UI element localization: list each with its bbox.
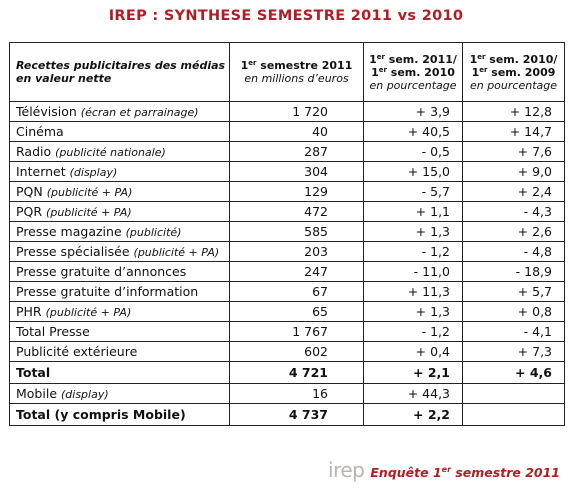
row-label-note: (publicité + PA) <box>45 306 132 319</box>
row-change-2010 <box>463 384 565 404</box>
row-change-2011: + 11,3 <box>364 282 463 302</box>
row-change-2011: - 1,2 <box>364 322 463 342</box>
row-value: 4 737 <box>230 404 364 426</box>
row-label <box>10 302 230 322</box>
table-row <box>10 242 565 262</box>
row-label <box>10 142 230 162</box>
row-change-2010: + 12,8 <box>463 102 565 122</box>
row-value: 602 <box>230 342 364 362</box>
row-label <box>10 362 230 384</box>
row-label-text: PQN <box>16 184 43 199</box>
row-value: 304 <box>230 162 364 182</box>
row-label <box>10 262 230 282</box>
row-label <box>10 102 230 122</box>
row-label-text: Presse gratuite d’annonces <box>16 264 187 279</box>
row-label-text: Internet <box>16 164 66 179</box>
row-value: 40 <box>230 122 364 142</box>
row-label <box>10 162 230 182</box>
row-label <box>10 122 230 142</box>
header-text: 1 <box>369 52 377 66</box>
row-label-note: (display) <box>61 388 109 401</box>
row-value: 287 <box>230 142 364 162</box>
row-change-2010: + 2,6 <box>463 222 565 242</box>
row-label-text: Télévision <box>16 104 77 119</box>
row-label <box>10 282 230 302</box>
header-sup: er <box>477 52 486 61</box>
row-label-note: (publicité nationale) <box>55 146 166 159</box>
header-text: 1 <box>471 65 480 79</box>
header-text: 1 <box>469 52 478 66</box>
row-change-2010 <box>463 404 565 426</box>
table-row <box>10 262 565 282</box>
row-change-2011: - 0,5 <box>364 142 463 162</box>
row-label <box>10 222 230 242</box>
table-row <box>10 102 565 122</box>
row-value: 129 <box>230 182 364 202</box>
row-change-2010: - 4,1 <box>463 322 565 342</box>
page-title: IREP : SYNTHESE SEMESTRE 2011 vs 2010 <box>108 8 464 24</box>
row-label-text: PQR <box>16 204 43 219</box>
row-change-2010: + 14,7 <box>463 122 565 142</box>
header-change-2011-2010 <box>364 43 463 102</box>
header-change-2010-2009 <box>463 43 565 102</box>
row-label-text: Presse spécialisée <box>16 244 130 259</box>
row-value: 472 <box>230 202 364 222</box>
row-value: 585 <box>230 222 364 242</box>
footer-text <box>370 465 560 480</box>
row-value: 67 <box>230 282 364 302</box>
row-value: 1 720 <box>230 102 364 122</box>
header-text: sem. 2010/ <box>485 52 558 66</box>
row-change-2010: + 0,8 <box>463 302 565 322</box>
row-label-text: Total <box>16 365 51 380</box>
table-header-row <box>10 43 565 102</box>
header-unit: en millions d’euros <box>244 72 349 85</box>
row-label-note: (publicité + PA) <box>46 206 132 219</box>
row-label-note: (publicité + PA) <box>46 186 133 199</box>
row-label <box>10 182 230 202</box>
row-label-text: Cinéma <box>16 124 64 139</box>
irep-logo: irep <box>328 458 365 482</box>
header-media-revenue: Recettes publicitaires des médias en valeur nette <box>10 43 230 102</box>
row-change-2011: + 1,1 <box>364 202 463 222</box>
row-value: 4 721 <box>230 362 364 384</box>
row-change-2010: - 4,3 <box>463 202 565 222</box>
row-label-text: PHR <box>16 304 42 319</box>
footer-sup: er <box>441 465 452 474</box>
row-value: 65 <box>230 302 364 322</box>
row-label <box>10 384 230 404</box>
table-row <box>10 302 565 322</box>
row-change-2011: + 1,3 <box>364 222 463 242</box>
row-label <box>10 202 230 222</box>
row-label-text: Publicité extérieure <box>16 344 138 359</box>
header-unit: en pourcentage <box>369 78 457 92</box>
table-row <box>10 342 565 362</box>
row-change-2011: + 15,0 <box>364 162 463 182</box>
table-row <box>10 202 565 222</box>
footer-text-post: semestre 2011 <box>451 465 560 480</box>
header-text: sem. 2011/ <box>384 52 457 66</box>
row-change-2010: + 4,6 <box>463 362 565 384</box>
row-label <box>10 242 230 262</box>
row-label <box>10 342 230 362</box>
header-text: semestre 2011 <box>256 59 353 72</box>
row-label-note: (publicité) <box>125 226 182 239</box>
row-change-2010: + 2,4 <box>463 182 565 202</box>
table-row <box>10 404 565 426</box>
row-label-text: Presse magazine <box>16 224 122 239</box>
row-change-2010: + 9,0 <box>463 162 565 182</box>
header-text: 1 <box>371 65 379 79</box>
row-label-text: Total (y compris Mobile) <box>16 407 186 422</box>
table-row <box>10 282 565 302</box>
header-text: sem. 2010 <box>386 65 455 79</box>
row-value: 247 <box>230 262 364 282</box>
header-sup: er <box>378 65 387 74</box>
row-value: 16 <box>230 384 364 404</box>
header-sup: er <box>479 65 488 74</box>
row-label-text: Radio <box>16 144 52 159</box>
table-row <box>10 162 565 182</box>
results-table <box>9 42 565 426</box>
row-change-2011: - 1,2 <box>364 242 463 262</box>
header-text: sem. 2009 <box>487 65 556 79</box>
row-change-2011: + 2,2 <box>364 404 463 426</box>
header-unit: en pourcentage <box>469 78 558 92</box>
row-change-2011: + 44,3 <box>364 384 463 404</box>
row-change-2011: + 1,3 <box>364 302 463 322</box>
table-row <box>10 222 565 242</box>
row-change-2010: + 7,6 <box>463 142 565 162</box>
header-sup: er <box>376 52 385 61</box>
row-change-2010: - 4,8 <box>463 242 565 262</box>
header-sup: er <box>248 59 257 67</box>
row-change-2011: - 11,0 <box>364 262 463 282</box>
header-text: 1 <box>240 59 249 72</box>
row-label <box>10 322 230 342</box>
row-change-2011: + 0,4 <box>364 342 463 362</box>
row-change-2011: - 5,7 <box>364 182 463 202</box>
row-change-2010: + 7,3 <box>463 342 565 362</box>
footer-credit <box>328 458 560 482</box>
row-change-2011: + 3,9 <box>364 102 463 122</box>
table-row <box>10 182 565 202</box>
row-label-note: (écran et parrainage) <box>80 106 199 119</box>
row-label-text: Mobile <box>16 386 58 401</box>
row-label-text: Presse gratuite d’information <box>16 284 199 299</box>
row-change-2010: - 18,9 <box>463 262 565 282</box>
footer-text-pre: Enquête 1 <box>370 465 442 480</box>
row-label <box>10 404 230 426</box>
row-value: 203 <box>230 242 364 262</box>
row-label-note: (publicité + PA) <box>133 246 220 259</box>
row-change-2011: + 2,1 <box>364 362 463 384</box>
table-row <box>10 362 565 384</box>
table-row <box>10 142 565 162</box>
header-first-half-2011 <box>230 43 364 102</box>
row-label-text: Total Presse <box>16 324 90 339</box>
table-row <box>10 122 565 142</box>
table-row <box>10 384 565 404</box>
row-change-2010: + 5,7 <box>463 282 565 302</box>
row-label-note: (display) <box>69 166 118 179</box>
table-row <box>10 322 565 342</box>
row-value: 1 767 <box>230 322 364 342</box>
row-change-2011: + 40,5 <box>364 122 463 142</box>
